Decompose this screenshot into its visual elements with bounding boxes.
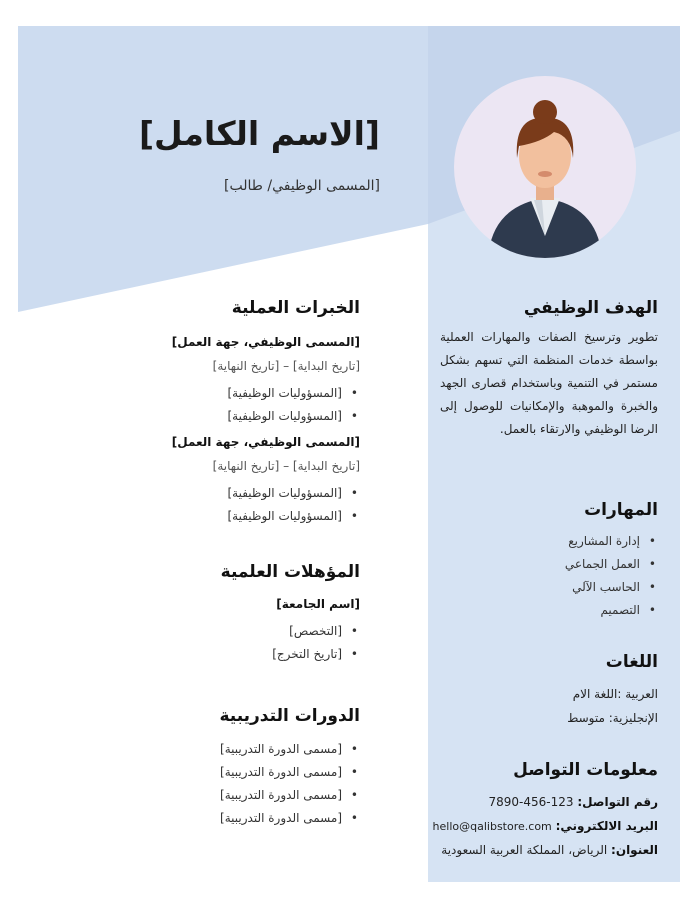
list-item: • [المسؤوليات الوظيفية] [168, 382, 360, 405]
languages-section [440, 652, 658, 730]
experience-title: الخبرات العملية [231, 298, 360, 318]
contact-address [428, 838, 658, 862]
job-title: [المسمى الوظيفي/ طالب] [224, 178, 380, 194]
resume-page [18, 26, 680, 882]
job-dates: [تاريخ البداية] – [تاريخ النهاية] [212, 359, 360, 373]
language-item: الإنجليزية: متوسط [567, 711, 658, 725]
list-item: • [المسؤوليات الوظيفية] [168, 482, 360, 505]
education-title: المؤهلات العلمية [220, 562, 360, 582]
email-label: البريد الالكتروني: [555, 819, 658, 833]
contact-section [428, 760, 658, 862]
contact-email [428, 814, 658, 838]
job-entry [168, 330, 360, 428]
list-item: • التصميم [440, 599, 658, 622]
university-name: [اسم الجامعة] [276, 597, 360, 611]
skills-title: المهارات [584, 500, 658, 520]
job-duties [168, 482, 360, 528]
list-item: • [المسؤوليات الوظيفية] [168, 405, 360, 428]
list-item: • إدارة المشاريع [440, 530, 658, 553]
job-position: [المسمى الوظيفي، جهة العمل] [171, 335, 360, 349]
list-item: • [التخصص] [168, 620, 360, 643]
education-list [168, 620, 360, 666]
list-item: • العمل الجماعي [440, 553, 658, 576]
email-value: hello@qalibstore.com [432, 820, 552, 833]
contact-phone [428, 790, 658, 814]
header-band [18, 26, 428, 312]
address-label: العنوان: [611, 843, 658, 857]
skills-section [440, 500, 658, 622]
contact-title: معلومات التواصل [513, 760, 658, 780]
avatar [454, 76, 636, 258]
list-item: • [تاريخ التخرج] [168, 643, 360, 666]
address-value: الرياض، المملكة العربية السعودية [441, 843, 608, 857]
experience-section [168, 298, 360, 528]
objective-section [440, 298, 658, 441]
list-item: • الحاسب الآلي [440, 576, 658, 599]
skills-list [440, 530, 658, 622]
list-item: • [المسؤوليات الوظيفية] [168, 505, 360, 528]
objective-text: تطوير وترسيخ الصفات والمهارات العملية بواسطة خدمات المنظمة التي تسهم بشكل مستمر في التنمية وباستخدام قصارى الجهد والخبرة والموهبة والإمكانيات للوصول إلى الرضا الوظيفي والارتقاء بالعمل. [440, 330, 658, 436]
courses-list [168, 738, 360, 830]
courses-title: الدورات التدريبية [219, 706, 360, 726]
objective-title: الهدف الوظيفي [523, 298, 658, 318]
list-item: • [مسمى الدورة التدريبية] [168, 738, 360, 761]
job-entry [168, 430, 360, 528]
list-item: • [مسمى الدورة التدريبية] [168, 807, 360, 830]
phone-value: 123-456-7890 [488, 795, 574, 809]
language-item: العربية :اللغة الام [572, 687, 658, 701]
education-section [168, 562, 360, 666]
list-item: • [مسمى الدورة التدريبية] [168, 784, 360, 807]
job-dates: [تاريخ البداية] – [تاريخ النهاية] [212, 459, 360, 473]
job-duties [168, 382, 360, 428]
languages-title: اللغات [605, 652, 658, 672]
phone-label: رقم التواصل: [577, 795, 658, 809]
full-name: [الاسم الكامل] [138, 114, 380, 153]
courses-section [168, 706, 360, 830]
job-position: [المسمى الوظيفي، جهة العمل] [171, 435, 360, 449]
list-item: • [مسمى الدورة التدريبية] [168, 761, 360, 784]
